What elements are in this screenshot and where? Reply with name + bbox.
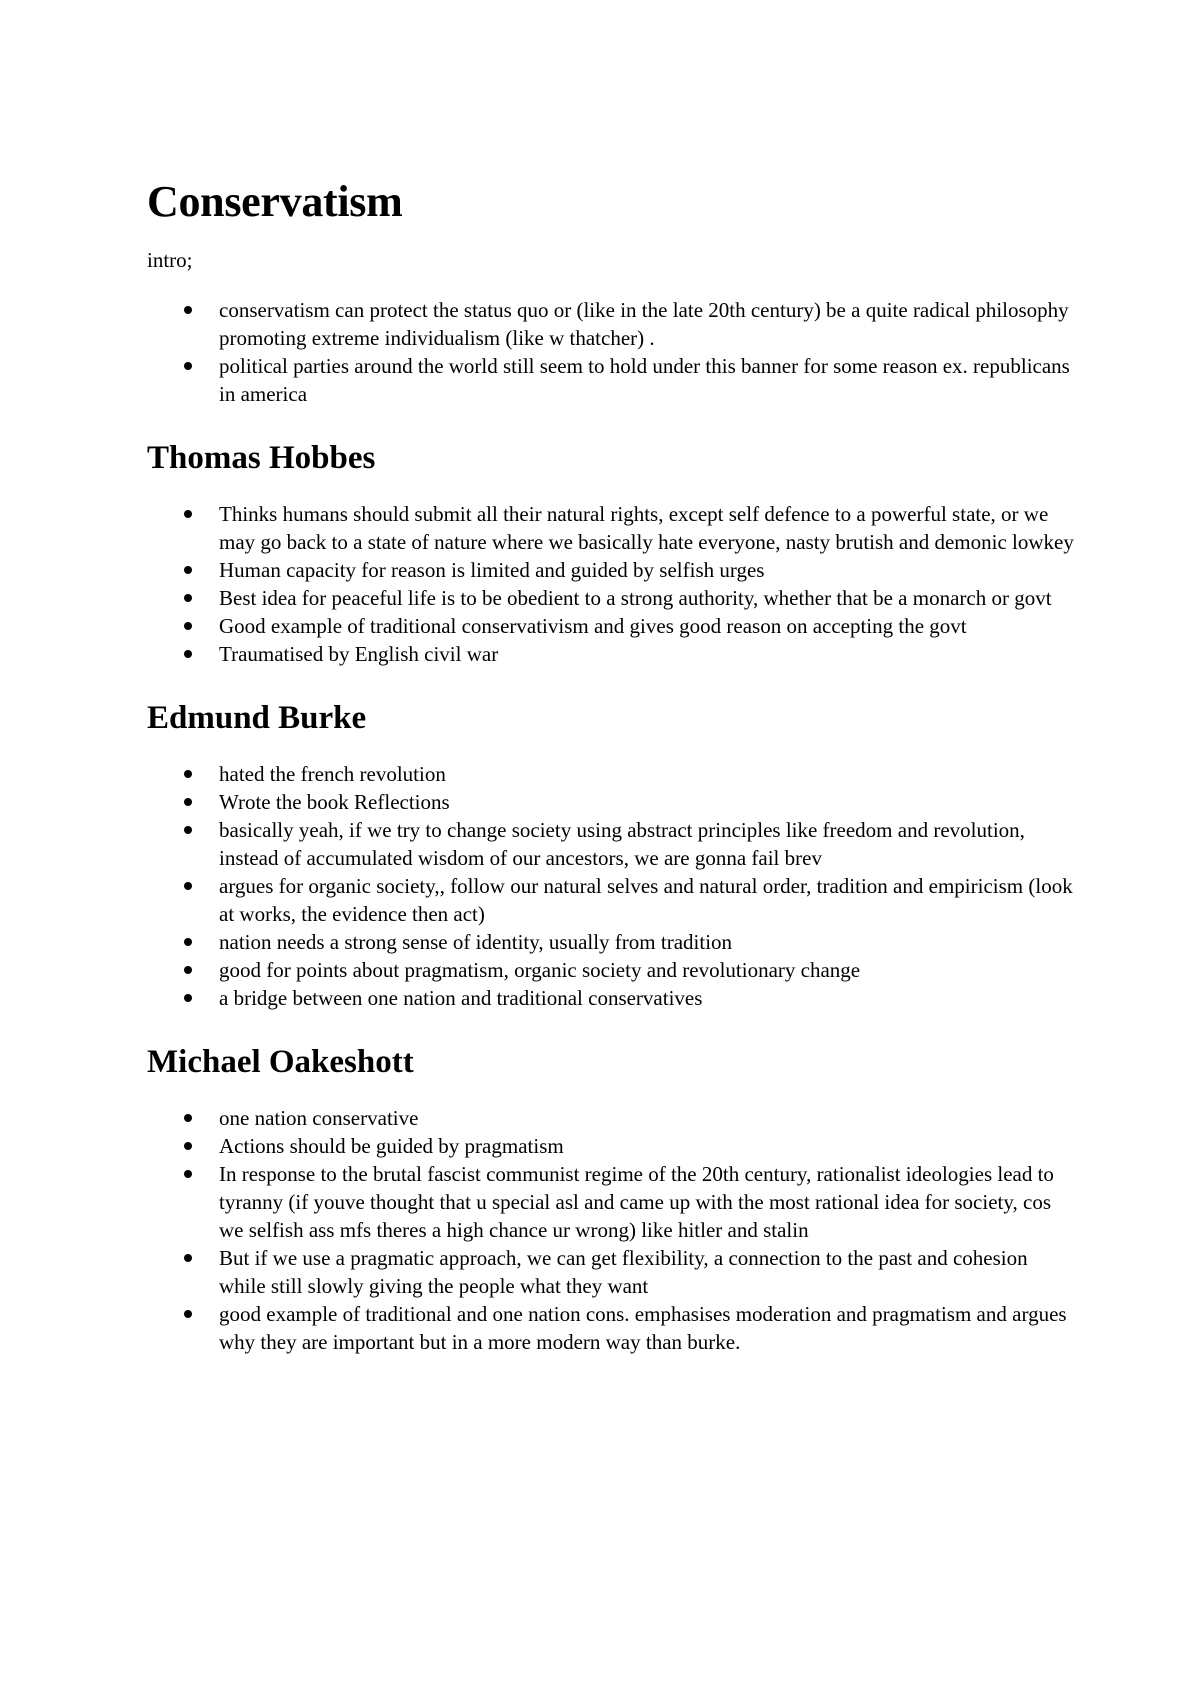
bullet-icon: [184, 650, 192, 658]
list-item: [147, 956, 1077, 984]
bullet-icon: [184, 1310, 192, 1318]
section-thomas-hobbes: [147, 438, 1077, 668]
list-item-text: Wrote the book Reflections: [219, 790, 450, 814]
list-item-text: But if we use a pragmatic approach, we can get flexibility, a connection to the past and cohesion while still slowly giving the people what they want: [219, 1246, 1028, 1298]
list-item: [147, 1104, 1077, 1132]
list-item-text: Best idea for peaceful life is to be obedient to a strong authority, whether that be a monarch or govt: [219, 586, 1052, 610]
bullet-icon: [184, 1114, 192, 1122]
section-michael-oakeshott: [147, 1042, 1077, 1356]
list-item: [147, 556, 1077, 584]
list-item: [147, 352, 1077, 408]
list-item: [147, 1300, 1077, 1356]
list-item-text: conservatism can protect the status quo or (like in the late 20th century) be a quite radical philosophy promoting extreme individualism (like w thatcher) .: [219, 298, 1069, 350]
list-item: [147, 816, 1077, 872]
intro-label: intro;: [147, 248, 193, 272]
bullet-icon: [184, 1170, 192, 1178]
list-item-text: good for points about pragmatism, organic society and revolutionary change: [219, 958, 861, 982]
list-item: [147, 296, 1077, 352]
bullet-icon: [184, 362, 192, 370]
list-item: [147, 1244, 1077, 1300]
bullet-icon: [184, 1254, 192, 1262]
bullet-icon: [184, 622, 192, 630]
section-heading: Edmund Burke: [147, 700, 367, 736]
section-list: [147, 500, 1077, 668]
list-item: [147, 984, 1077, 1012]
list-item-text: good example of traditional and one nation cons. emphasises moderation and pragmatism and argues why they are important but in a more modern way than burke.: [219, 1302, 1067, 1354]
document-title: Conservatism: [147, 177, 403, 226]
list-item-text: political parties around the world still seem to hold under this banner for some reason ex. republicans in america: [219, 354, 1070, 406]
list-item: [147, 612, 1077, 640]
list-item: [147, 640, 1077, 668]
list-item-text: Actions should be guided by pragmatism: [219, 1134, 564, 1158]
list-item-text: hated the french revolution: [219, 762, 446, 786]
list-item: [147, 1132, 1077, 1160]
intro-list: [147, 296, 1077, 408]
list-item: [147, 1160, 1077, 1244]
bullet-icon: [184, 882, 192, 890]
bullet-icon: [184, 566, 192, 574]
list-item-text: Traumatised by English civil war: [219, 642, 499, 666]
bullet-icon: [184, 306, 192, 314]
list-item-text: argues for organic society,, follow our natural selves and natural order, tradition and empiricism (look at works, the evidence then act): [219, 874, 1073, 926]
section-heading: Michael Oakeshott: [147, 1044, 414, 1080]
bullet-icon: [184, 966, 192, 974]
bullet-icon: [184, 594, 192, 602]
list-item: [147, 584, 1077, 612]
bullet-icon: [184, 994, 192, 1002]
list-item-text: In response to the brutal fascist communist regime of the 20th century, rationalist ideologies lead to tyranny (if youve thought that u special asl and came up with the most rational idea for society, cos we selfish ass mfs theres a high chance ur wrong) like hitler and stalin: [219, 1162, 1054, 1242]
bullet-icon: [184, 1142, 192, 1150]
section-edmund-burke: [147, 698, 1077, 1012]
bullet-icon: [184, 826, 192, 834]
list-item-text: basically yeah, if we try to change society using abstract principles like freedom and revolution, instead of accumulated wisdom of our ancestors, we are gonna fail brev: [219, 818, 1025, 870]
list-item-text: Thinks humans should submit all their natural rights, except self defence to a powerful state, or we may go back to a state of nature where we basically hate everyone, nasty brutish and demonic lowkey: [219, 502, 1074, 554]
list-item-text: Good example of traditional conservativism and gives good reason on accepting the govt: [219, 614, 967, 638]
list-item-text: one nation conservative: [219, 1106, 419, 1130]
list-item-text: nation needs a strong sense of identity, usually from tradition: [219, 930, 733, 954]
list-item: [147, 928, 1077, 956]
bullet-icon: [184, 770, 192, 778]
list-item: [147, 760, 1077, 788]
list-item-text: Human capacity for reason is limited and guided by selfish urges: [219, 558, 765, 582]
list-item: [147, 872, 1077, 928]
document-page: [147, 176, 1077, 1356]
section-list: [147, 760, 1077, 1012]
bullet-icon: [184, 938, 192, 946]
list-item: [147, 500, 1077, 556]
bullet-icon: [184, 798, 192, 806]
section-list: [147, 1104, 1077, 1356]
section-heading: Thomas Hobbes: [147, 440, 376, 476]
bullet-icon: [184, 510, 192, 518]
list-item-text: a bridge between one nation and traditional conservatives: [219, 986, 703, 1010]
list-item: [147, 788, 1077, 816]
